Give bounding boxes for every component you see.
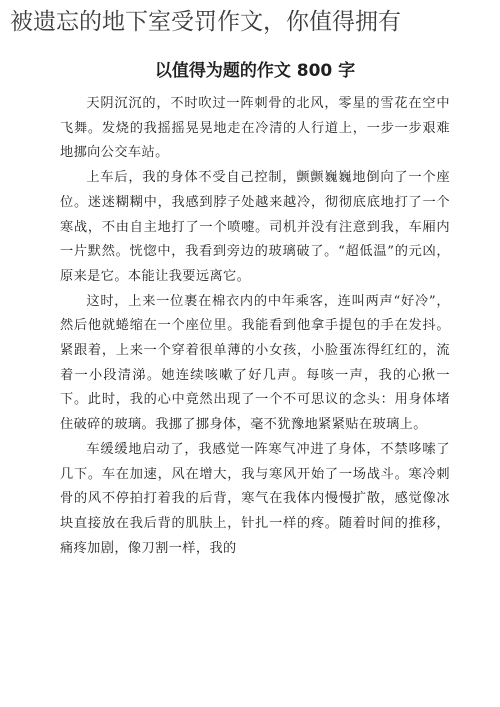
essay-paragraph-4: 车缓缓地启动了，我感觉一阵寒气冲进了身体，不禁哆嗦了几下。车在加速，风在增大，我与寒风开始了一场战斗。寒冷刺骨的风不停拍打着我的后背，寒气在我体内慢慢扩散，感觉像冰块直接放在我后背的肌肤上，针扎一样的疼。随着时间的推移，痛疼加剧，像刀割一样，我的 [60, 441, 450, 556]
essay-paragraph-1: 天阴沉沉的，不时吹过一阵刺骨的北风，零星的雪花在空中飞舞。发烧的我摇摇晃晃地走在冷清的人行道上，一步一步艰难地挪向公交车站。 [60, 96, 450, 161]
essay-title: 以值得为题的作文 800 字 [154, 61, 356, 81]
essay-document [60, 58, 450, 561]
essay-paragraph-2: 上车后，我的身体不受自己控制，颤颤巍巍地倒向了一个座位。迷迷糊糊中，我感到脖子处越来越冷，彻彻底底地打了一个寒战，不由自主地打了一个喷嚏。司机并没有注意到我，车厢内一片默然。恍惚中，我看到旁边的玻璃破了。“超低温”的元凶，原来是它。本能让我要远离它。 [60, 170, 450, 284]
essay-paragraph-3: 这时，上来一位裹在棉衣内的中年乘客，连叫两声“好冷”，然后他就蜷缩在一个座位里。我能看到他拿手提包的手在发抖。紧跟着，上来一个穿着很单薄的小女孩，小脸蛋冻得红红的，流着一小段清涕。她连续咳嗽了好几声。每咳一声，我的心揪一下。此时，我的心中竟然出现了一个不可思议的念头：用身体堵住破碎的玻璃。我挪了挪身体，毫不犹豫地紧紧贴在玻璃上。 [60, 293, 450, 433]
page-headline: 被遗忘的地下室受罚作文，你值得拥有 [10, 9, 401, 35]
